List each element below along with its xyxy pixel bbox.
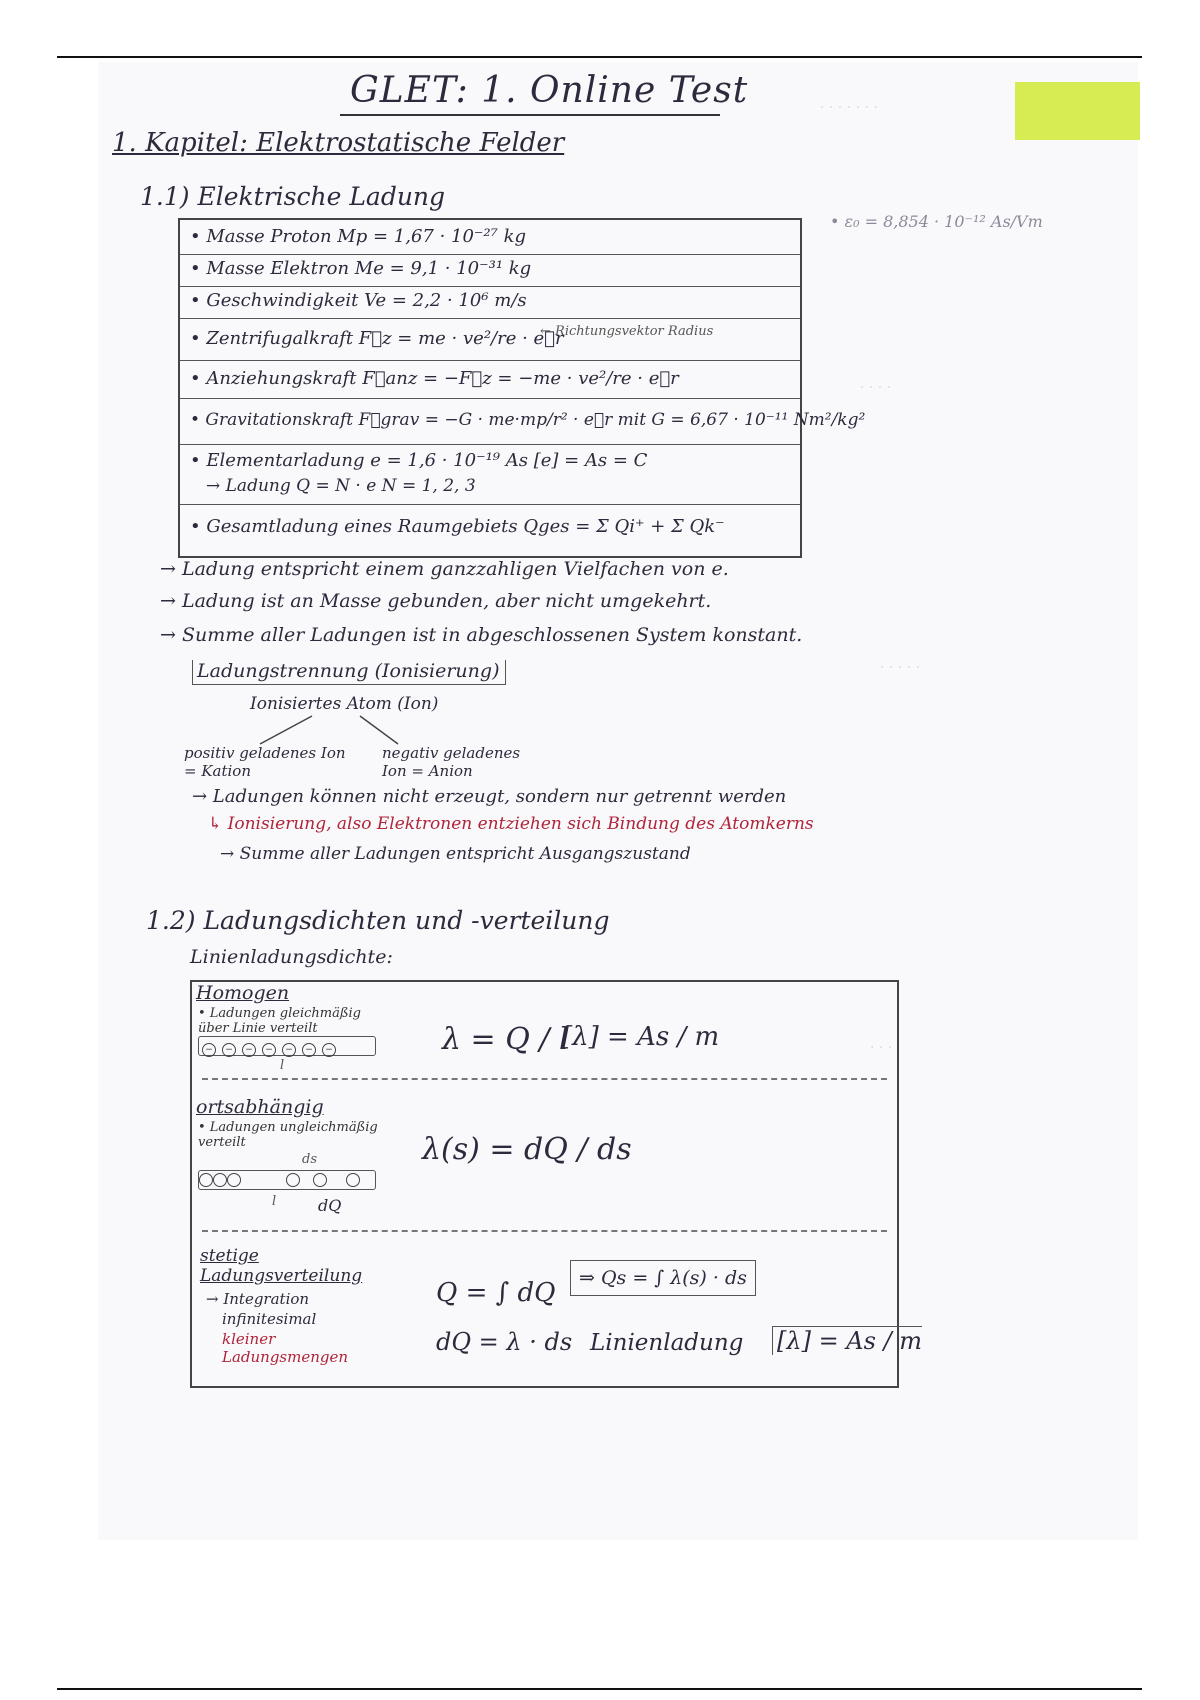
row-divider xyxy=(180,286,800,287)
constant-row: • Anziehungskraft F⃗anz = −F⃗z = −me · ve²/re · e⃗r xyxy=(190,368,679,389)
homogen-length: l xyxy=(280,1058,285,1073)
charge-bead: − xyxy=(322,1043,336,1057)
homogen-unit: [λ] = As / m xyxy=(562,1022,720,1052)
ortsabhaengig-formula: λ(s) = dQ / ds xyxy=(422,1132,632,1167)
ion-branch-lines xyxy=(240,712,410,748)
density-box xyxy=(190,980,923,1388)
charge-bead xyxy=(199,1173,213,1187)
charge-bead xyxy=(313,1173,327,1187)
title-underline xyxy=(340,114,720,116)
constant-row: • Gravitationskraft F⃗grav = −G · me·mp/r² · e⃗r mit G = 6,67 · 10⁻¹¹ Nm²/kg² xyxy=(190,410,866,430)
stetig-integral: ⇒ Qs = ∫ λ(s) · ds xyxy=(570,1260,756,1296)
ortsabhaengig-charge-line xyxy=(198,1170,376,1190)
row-divider xyxy=(180,504,800,505)
charge-bead: − xyxy=(222,1043,236,1057)
ortsabhaengig-ds: ds xyxy=(302,1152,317,1167)
eps0-note: • ε₀ = 8,854 · 10⁻¹² As/Vm xyxy=(830,212,1043,231)
sticky-note xyxy=(1015,82,1140,140)
separation-note-2: ↳ Ionisierung, also Elektronen entziehen sich Bindung des Atomkerns xyxy=(208,814,814,834)
bleed-through-mark: · · · xyxy=(870,1040,893,1056)
charge-bead xyxy=(213,1173,227,1187)
constant-row: • Elementarladung e = 1,6 · 10⁻¹⁹ As [e] = As = C xyxy=(190,450,648,471)
stetig-unit: [λ] = As / m xyxy=(772,1326,922,1355)
charge-bead: − xyxy=(302,1043,316,1057)
section-divider xyxy=(202,1078,887,1080)
charge-bead: − xyxy=(282,1043,296,1057)
charge-bead: − xyxy=(202,1043,216,1057)
section-12-heading: 1.2) Ladungsdichten und -verteilung xyxy=(146,906,610,935)
charge-bead xyxy=(286,1173,300,1187)
bleed-through-mark: · · · · · xyxy=(880,660,921,676)
stetig-title: stetige Ladungsverteilung xyxy=(200,1246,363,1286)
ion-label: Ionisiertes Atom (Ion) xyxy=(250,694,439,714)
stetig-desc-3: kleiner Ladungsmengen xyxy=(222,1330,349,1366)
bleed-through-mark: · · · · · · · xyxy=(820,100,878,116)
row-divider xyxy=(180,360,800,361)
section-divider xyxy=(202,1230,887,1232)
separation-heading: Ladungstrennung (Ionisierung) xyxy=(192,660,506,685)
separation-note-3: → Summe aller Ladungen entspricht Ausgangszustand xyxy=(220,844,691,864)
separation-note-1: → Ladungen können nicht erzeugt, sondern nur getrennt werden xyxy=(192,786,787,807)
page-title: GLET: 1. Online Test xyxy=(350,70,749,111)
charge-bead xyxy=(346,1173,360,1187)
homogen-desc: • Ladungen gleichmäßig über Linie verteilt xyxy=(198,1006,361,1036)
constant-row: • Masse Elektron Me = 9,1 · 10⁻³¹ kg xyxy=(190,258,532,279)
statement-3: → Summe aller Ladungen ist in abgeschlossenen System konstant. xyxy=(160,624,803,646)
cation-label: positiv geladenes Ion = Kation xyxy=(184,744,346,780)
constant-row: • Zentrifugalkraft F⃗z = me · ve²/re · e⃗r xyxy=(190,328,564,349)
stetig-formula-1: Q = ∫ dQ xyxy=(436,1278,556,1308)
homogen-formula: λ = Q / l xyxy=(442,1022,569,1057)
charge-bead: − xyxy=(242,1043,256,1057)
vector-note: ← Richtungsvektor Radius xyxy=(540,324,714,339)
constants-box xyxy=(178,218,866,558)
statement-2: → Ladung ist an Masse gebunden, aber nicht umgekehrt. xyxy=(160,590,712,612)
row-divider xyxy=(180,254,800,255)
bleed-through-mark: · · · · xyxy=(860,380,892,396)
ortsabhaengig-title: ortsabhängig xyxy=(196,1096,324,1118)
row-divider xyxy=(180,398,800,399)
constant-row: • Geschwindigkeit Ve = 2,2 · 10⁶ m/s xyxy=(190,290,527,311)
constant-row: • Masse Proton Mp = 1,67 · 10⁻²⁷ kg xyxy=(190,226,526,247)
stetig-desc-1: → Integration xyxy=(206,1290,310,1308)
ortsabhaengig-dq: dQ xyxy=(318,1196,342,1215)
chapter-heading: 1. Kapitel: Elektrostatische Felder xyxy=(112,128,565,158)
anion-label: negativ geladenes Ion = Anion xyxy=(382,744,521,780)
ortsabhaengig-desc: • Ladungen ungleichmäßig verteilt xyxy=(198,1120,378,1150)
homogen-title: Homogen xyxy=(196,982,290,1004)
section-11-heading: 1.1) Elektrische Ladung xyxy=(140,182,446,211)
ortsabhaengig-length: l xyxy=(272,1194,277,1209)
statement-1: → Ladung entspricht einem ganzzahligen Vielfachen von e. xyxy=(160,558,729,580)
line-density-label: Linienladungsdichte: xyxy=(190,946,393,968)
charge-quantization: → Ladung Q = N · e N = 1, 2, 3 xyxy=(206,476,476,496)
stetig-desc-2: infinitesimal xyxy=(222,1310,317,1328)
bottom-rule xyxy=(57,1688,1142,1690)
charge-bead: − xyxy=(262,1043,276,1057)
row-divider xyxy=(180,318,800,319)
stetig-label: Linienladung xyxy=(590,1330,744,1356)
constant-row: • Gesamtladung eines Raumgebiets Qges = Σ Qi⁺ + Σ Qk⁻ xyxy=(190,516,725,537)
row-divider xyxy=(180,444,800,445)
stetig-formula-2: dQ = λ · ds xyxy=(436,1328,573,1356)
charge-bead xyxy=(227,1173,241,1187)
homogen-charge-line xyxy=(198,1036,376,1056)
top-rule xyxy=(57,56,1142,58)
